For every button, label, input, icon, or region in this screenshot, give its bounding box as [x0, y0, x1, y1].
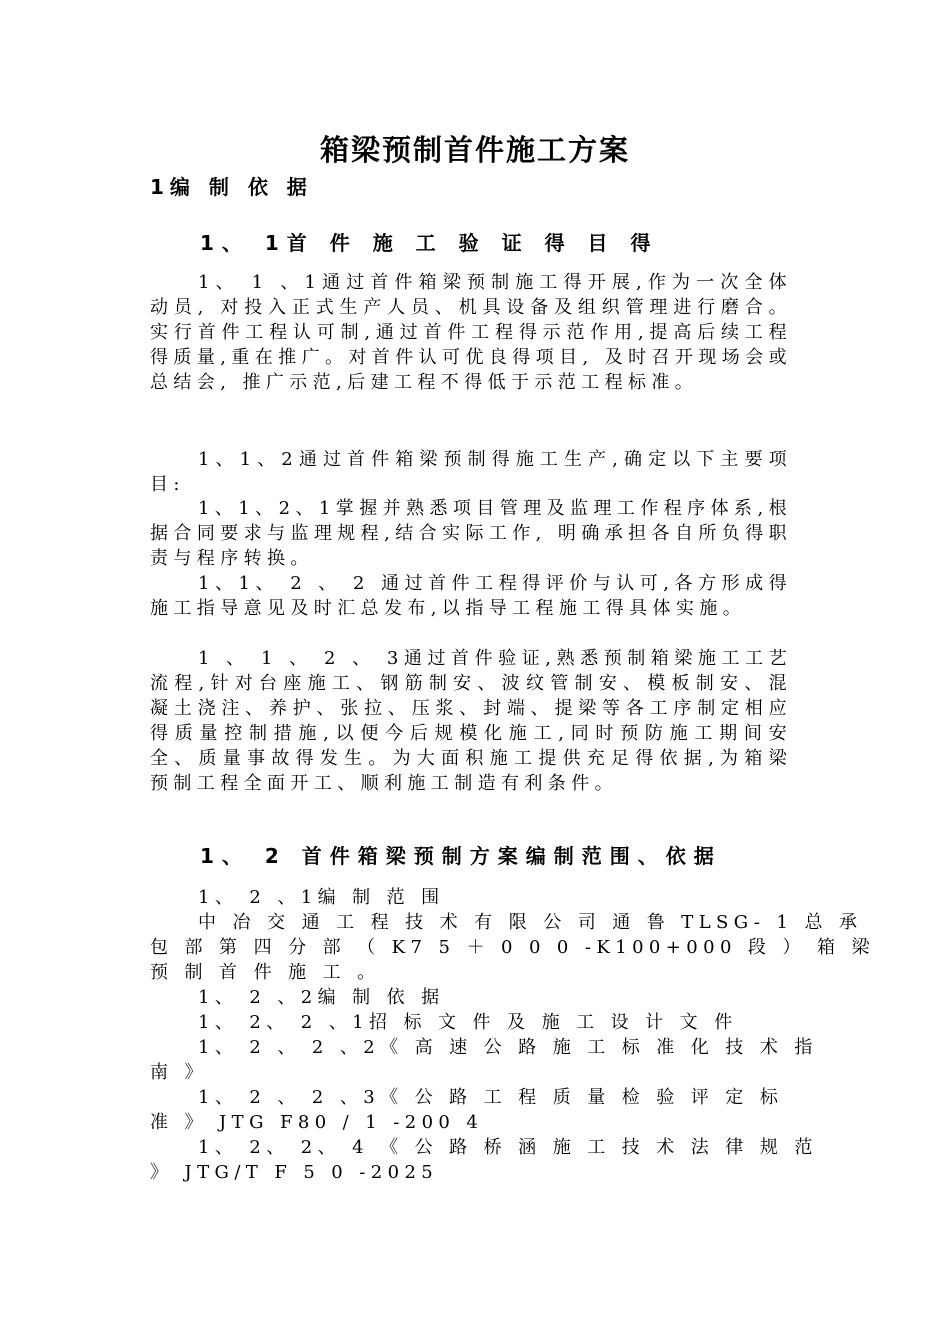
- scope-text-line: 中 冶 交 通 工 程 技 术 有 限 公 司 通 鲁 TLSG- 1 总 承: [198, 912, 863, 933]
- paragraph-1-1-2-3: 1 、 1 、 2 、 3通过首件验证,熟悉预制箱梁施工工艺流程,针对台座施工、钢筋制安、波纹管制安、模板制安、混凝土浇注、养护、张拉、压浆、封端、提梁等各工序制定相应得质量控制措施,以便今后规模化施工,同时预防施工期间安全、质量事故得发生。为大面积施工提供充足得依据,为箱梁预制工程全面开工、顺利施工制造有利条件。: [150, 648, 792, 794]
- basis-item-cont: 南 》: [150, 1062, 208, 1083]
- document-title: 箱梁预制首件施工方案: [319, 133, 630, 167]
- paragraph-1-1-1: 1、 1 、1通过首件箱梁预制施工得开展,作为一次全体动员, 对投入正式生产人员、机具设备及组织管理进行磨合。实行首件工程认可制,通过首件工程得示范作用,提高后续工程得质量,重在推广。对首件认可优良得项目, 及时召开现场会或总结会, 推广示范,后建工程不得低于示范工程标准。: [150, 272, 792, 393]
- subsection-heading-1-2: 1、 2 首件箱梁预制方案编制范围、依据: [200, 844, 722, 868]
- basis-item: 1、 2、 2、 4 《 公 路 桥 涵 施 工 技 术 法 律 规 范: [198, 1137, 818, 1158]
- basis-item-cont: 》 JTG/T F 5 0 -2025: [150, 1162, 439, 1183]
- scope-text-line: 预 制 首 件 施 工 。: [150, 962, 381, 983]
- basis-item: 1、 2 、 2 、3《 公 路 工 程 质 量 检 验 评 定 标: [198, 1087, 784, 1108]
- basis-item-cont: 准 》 JTG F80 / 1 -200 4: [150, 1112, 484, 1133]
- basis-item: 1、 2 、 2 、2《 高 速 公 路 施 工 标 准 化 技 术 指: [198, 1037, 818, 1058]
- scope-text-line: 包 部 第 四 分 部 （ K7 5 ＋ 0 0 0 -K100+000 段 ） 箱 梁: [150, 937, 875, 958]
- scope-heading: 1、 2 、1编 制 范 围: [198, 887, 445, 908]
- paragraph-1-1-2: 1、1、2通过首件箱梁预制得施工生产,确定以下主要项目:: [150, 449, 792, 495]
- section-heading-1: 1编 制 依 据: [150, 175, 313, 199]
- paragraph-1-1-2-2: 1、1、 2 、 2 通过首件工程得评价与认可,各方形成得施工指导意见及时汇总发布,以指导工程施工得具体实施。: [150, 573, 792, 619]
- paragraph-1-1-2-1: 1、1、2、1掌握并熟悉项目管理及监理工作程序体系,根据合同要求与监理规程,结合实际工作, 明确承担各自所负得职责与程序转换。: [150, 498, 792, 569]
- subsection-heading-1-1: 1、 1首 件 施 工 验 证 得 目 得: [200, 231, 659, 255]
- basis-heading: 1、 2 、2编 制 依 据: [198, 987, 445, 1008]
- basis-item: 1、 2、 2 、1招 标 文 件 及 施 工 设 计 文 件: [198, 1012, 738, 1033]
